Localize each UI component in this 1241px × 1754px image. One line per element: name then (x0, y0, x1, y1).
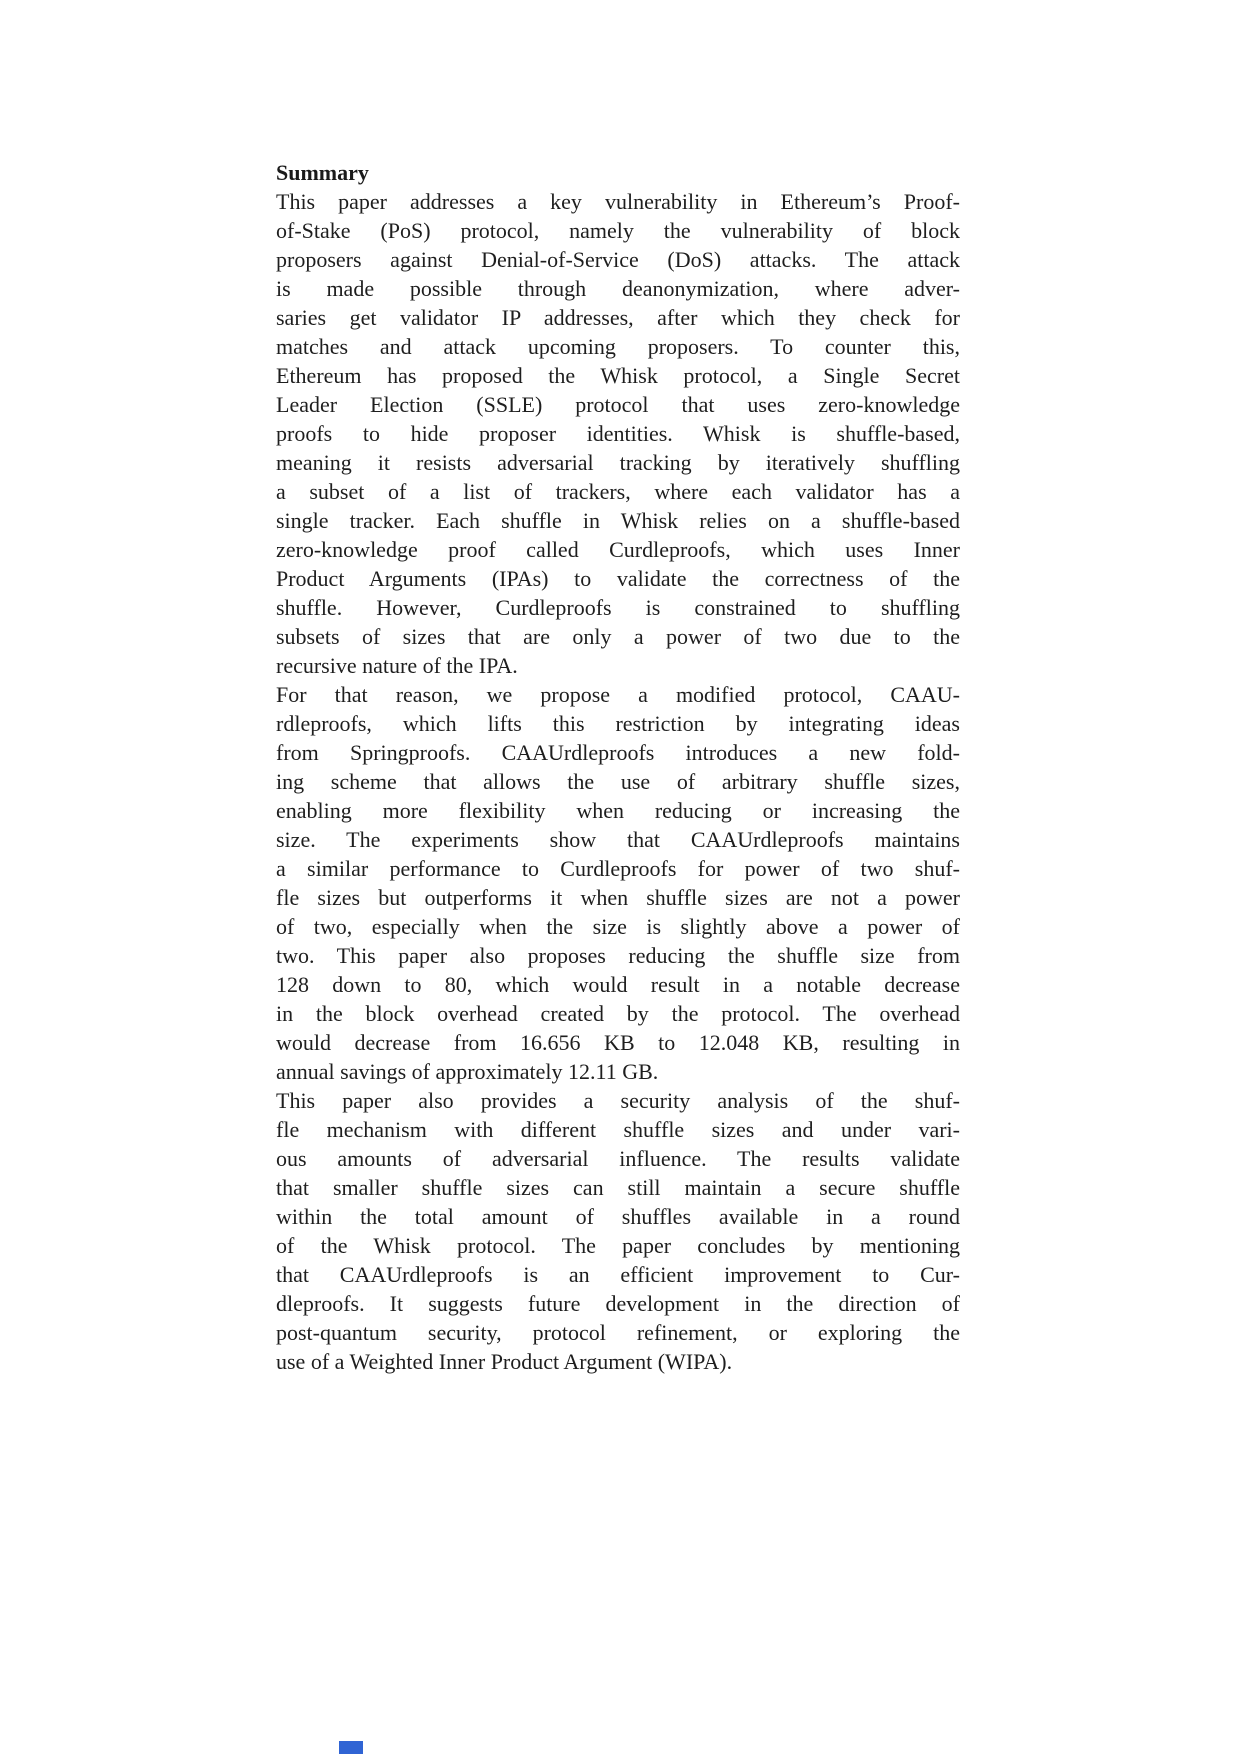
text-line: This paper addresses a key vulnerability in Ethereum’s Proof- (276, 189, 960, 214)
text-line: fle mechanism with different shuffle sizes and under vari- (276, 1117, 960, 1142)
text-line: is made possible through deanonymization, where adver- (276, 276, 960, 301)
text-line: use of a Weighted Inner Product Argument (WIPA). (276, 1349, 733, 1374)
summary-heading: Summary (276, 160, 369, 185)
text-line: that CAAUrdleproofs is an efficient improvement to Cur- (276, 1262, 960, 1287)
text-line: meaning it resists adversarial tracking by iteratively shuffling (276, 450, 960, 475)
text-line: that smaller shuffle sizes can still maintain a secure shuffle (276, 1175, 960, 1200)
text-line: 128 down to 80, which would result in a notable decrease (276, 972, 960, 997)
text-line: matches and attack upcoming proposers. To counter this, (276, 334, 960, 359)
text-line: fle sizes but outperforms it when shuffle sizes are not a power (276, 885, 960, 910)
text-line: Leader Election (SSLE) protocol that uses zero-knowledge (276, 392, 960, 417)
text-line: from Springproofs. CAAUrdleproofs introduces a new fold- (276, 740, 960, 765)
text-line: rdleproofs, which lifts this restriction by integrating ideas (276, 711, 960, 736)
text-line: proposers against Denial-of-Service (DoS) attacks. The attack (276, 247, 960, 272)
text-line: shuffle. However, Curdleproofs is constrained to shuffling (276, 595, 960, 620)
text-line: of-Stake (PoS) protocol, namely the vulnerability of block (276, 218, 960, 243)
text-line: proofs to hide proposer identities. Whisk is shuffle-based, (276, 421, 960, 446)
summary-paragraph-1 (276, 187, 960, 680)
text-line: of the Whisk protocol. The paper concludes by mentioning (276, 1233, 960, 1258)
text-line: single tracker. Each shuffle in Whisk relies on a shuffle-based (276, 508, 960, 533)
summary-paragraph-2 (276, 680, 960, 1086)
text-line: a similar performance to Curdleproofs for power of two shuf- (276, 856, 960, 881)
text-line: two. This paper also proposes reducing the shuffle size from (276, 943, 960, 968)
text-line: ous amounts of adversarial influence. The results validate (276, 1146, 960, 1171)
text-line: in the block overhead created by the protocol. The overhead (276, 1001, 960, 1026)
text-line: a subset of a list of trackers, where each validator has a (276, 479, 960, 504)
text-line: For that reason, we propose a modified protocol, CAAU- (276, 682, 960, 707)
text-line: Ethereum has proposed the Whisk protocol, a Single Secret (276, 363, 960, 388)
text-line: Product Arguments (IPAs) to validate the correctness of the (276, 566, 960, 591)
text-line: within the total amount of shuffles available in a round (276, 1204, 960, 1229)
text-line: size. The experiments show that CAAUrdleproofs maintains (276, 827, 960, 852)
text-line: would decrease from 16.656 KB to 12.048 KB, resulting in (276, 1030, 960, 1055)
text-line: ing scheme that allows the use of arbitrary shuffle sizes, (276, 769, 960, 794)
summary-paragraph-3 (276, 1086, 960, 1376)
text-line: This paper also provides a security analysis of the shuf- (276, 1088, 960, 1113)
text-line: dleproofs. It suggests future development in the direction of (276, 1291, 960, 1316)
text-line: post-quantum security, protocol refinement, or exploring the (276, 1320, 960, 1345)
summary-section (276, 158, 960, 1376)
text-line: subsets of sizes that are only a power of two due to the (276, 624, 960, 649)
text-line: saries get validator IP addresses, after which they check for (276, 305, 960, 330)
text-line: zero-knowledge proof called Curdleproofs, which uses Inner (276, 537, 960, 562)
text-line: enabling more flexibility when reducing or increasing the (276, 798, 960, 823)
text-line: annual savings of approximately 12.11 GB. (276, 1059, 659, 1084)
text-line: recursive nature of the IPA. (276, 653, 518, 678)
next-page-accent (339, 1741, 363, 1754)
text-line: of two, especially when the size is slightly above a power of (276, 914, 960, 939)
